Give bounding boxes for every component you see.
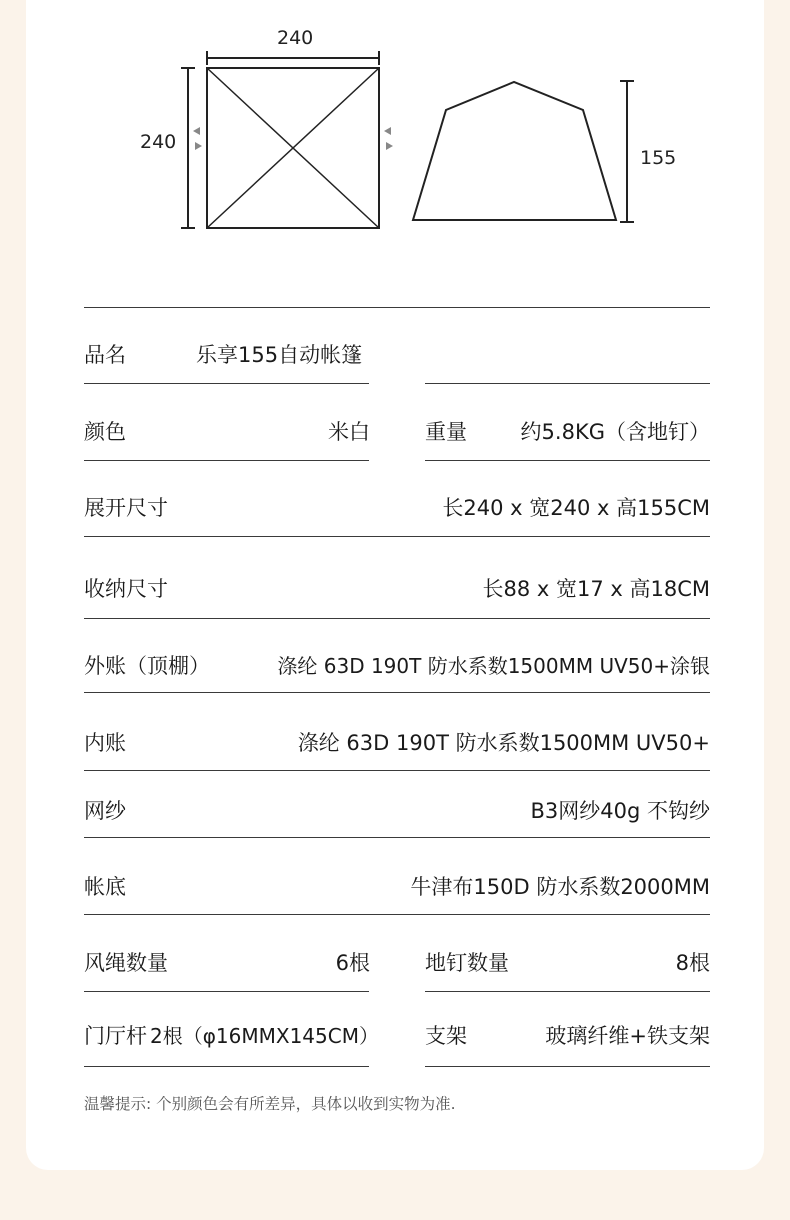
inner-tent-value: 涤纶 63D 190T 防水系数1500MM UV50+ xyxy=(297,731,710,755)
row-divider xyxy=(425,460,710,461)
pack-size-label: 收纳尺寸 xyxy=(84,577,168,601)
open-size-value: 长240 x 宽240 x 高155CM xyxy=(442,496,710,520)
outer-fly-label: 外账（顶棚） xyxy=(84,654,210,678)
weight-label: 重量 xyxy=(425,420,467,444)
row-divider xyxy=(84,770,710,771)
name-value: 乐享155自动帐篷 xyxy=(196,343,363,367)
row-divider xyxy=(425,1066,710,1067)
row-divider xyxy=(425,383,710,384)
frame-value: 玻璃纤维+铁支架 xyxy=(545,1024,710,1048)
floor-label: 帐底 xyxy=(84,875,126,899)
tent-outline-drawing xyxy=(0,0,790,250)
row-divider xyxy=(84,837,710,838)
disclaimer-note: 温馨提示: 个别颜色会有所差异，具体以收到实物为准. xyxy=(84,1095,456,1113)
row-divider xyxy=(84,991,369,992)
open-size-label: 展开尺寸 xyxy=(84,496,168,520)
color-label: 颜色 xyxy=(84,420,126,444)
name-label: 品名 xyxy=(84,343,126,367)
door-pole-value: 2根（φ16MMX145CM） xyxy=(150,1024,379,1048)
guy-ropes-value: 6根 xyxy=(335,951,370,975)
height-dimension-label: 155 xyxy=(640,147,677,169)
pack-size-value: 长88 x 宽17 x 高18CM xyxy=(482,577,710,601)
stakes-value: 8根 xyxy=(675,951,710,975)
width-dimension-label: 240 xyxy=(277,27,314,49)
row-divider xyxy=(84,914,710,915)
mesh-label: 网纱 xyxy=(84,799,126,823)
inner-tent-label: 内账 xyxy=(84,731,126,755)
color-value: 米白 xyxy=(328,420,370,444)
mesh-value: B3网纱40g 不钩纱 xyxy=(530,799,710,823)
arrow-icons xyxy=(193,127,393,150)
door-pole-label: 门厅杆 xyxy=(84,1024,147,1048)
row-divider xyxy=(84,536,710,537)
row-divider xyxy=(84,1066,369,1067)
row-divider xyxy=(84,383,369,384)
table-top-divider xyxy=(84,307,710,308)
depth-dimension-label: 240 xyxy=(140,131,177,153)
dimension-diagram xyxy=(0,0,790,250)
row-divider xyxy=(84,618,710,619)
row-divider xyxy=(84,460,369,461)
row-divider xyxy=(84,692,710,693)
weight-value: 约5.8KG（含地钉） xyxy=(520,420,710,444)
stakes-label: 地钉数量 xyxy=(425,951,509,975)
outer-fly-value: 涤纶 63D 190T 防水系数1500MM UV50+涂银 xyxy=(277,654,710,678)
row-divider xyxy=(425,991,710,992)
guy-ropes-label: 风绳数量 xyxy=(84,951,168,975)
floor-value: 牛津布150D 防水系数2000MM xyxy=(410,875,710,899)
frame-label: 支架 xyxy=(425,1024,467,1048)
